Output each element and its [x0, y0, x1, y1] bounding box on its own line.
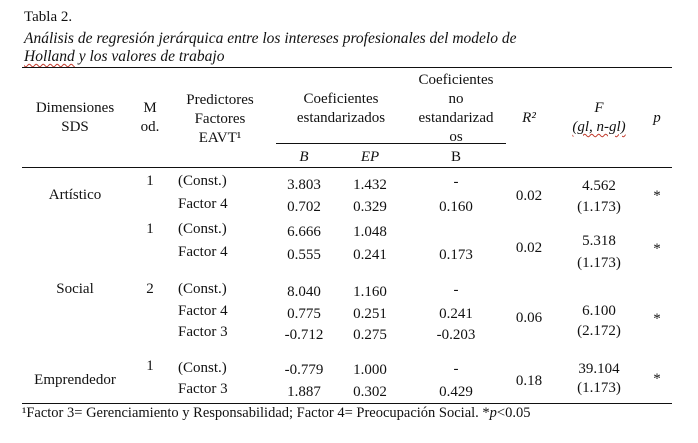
header-dimensiones: Dimensiones — [35, 100, 115, 116]
cell-b: 0.555 — [287, 247, 321, 263]
cell-f: 6.100 — [582, 303, 616, 319]
cell-p: * — [653, 241, 661, 257]
cell-pred: (Const.) — [178, 281, 227, 297]
cell-dim: Artístico — [48, 187, 102, 203]
subheader-ep: EP — [360, 149, 380, 165]
cell-f: (1.173) — [577, 255, 621, 271]
cell-ep: 0.302 — [353, 384, 387, 400]
cell-ep: 0.251 — [353, 306, 387, 322]
cell-b: 8.040 — [287, 284, 321, 300]
caption-holland: Holland — [24, 48, 75, 65]
cell-p: * — [653, 311, 661, 327]
cell-pred: Factor 4 — [178, 303, 228, 319]
header-predictores: Predictores — [186, 92, 254, 108]
cell-f: (1.173) — [577, 380, 621, 396]
cell-ep: 0.241 — [353, 247, 387, 263]
cell-p: * — [653, 188, 661, 204]
cell-mod: 1 — [146, 173, 154, 189]
cell-f: (1.173) — [577, 199, 621, 215]
header-coef-std-1: Coeficientes — [303, 91, 379, 107]
cell-pred: Factor 4 — [178, 196, 228, 212]
header-f: F — [594, 100, 604, 116]
cell-ep: 1.432 — [353, 177, 387, 193]
cell-b: -0.712 — [284, 327, 324, 343]
cell-pred: (Const.) — [178, 221, 227, 237]
footnote-threshold: <0.05 — [496, 405, 531, 421]
cell-pred: Factor 4 — [178, 244, 228, 260]
cell-mod: 1 — [146, 358, 154, 374]
top-rule — [22, 67, 672, 68]
cell-b-nonstd: 0.160 — [439, 199, 473, 215]
cell-r2: 0.02 — [515, 240, 543, 256]
subheader-b-nonstd: B — [450, 149, 461, 165]
footnote-text: ¹Factor 3= Gerenciamiento y Responsabilidad; Factor 4= Preocupación Social. * — [22, 405, 490, 421]
cell-ep: 0.329 — [353, 199, 387, 215]
table-footnote — [22, 405, 530, 422]
cell-dim: Social — [56, 281, 94, 297]
header-coef-nstd-3: estandarizad — [418, 110, 494, 126]
cell-r2: 0.18 — [515, 373, 543, 389]
cell-r2: 0.02 — [515, 188, 543, 204]
cell-r2: 0.06 — [515, 310, 543, 326]
cell-b: 6.666 — [287, 224, 321, 240]
cell-f: (2.172) — [577, 323, 621, 339]
caption-rest: y los valores de trabajo — [74, 48, 225, 65]
cell-f: 5.318 — [582, 233, 616, 249]
cell-pred: Factor 3 — [178, 381, 228, 397]
cell-p: * — [653, 371, 661, 387]
header-mod-1: M — [143, 100, 157, 116]
header-eavt: EAVT¹ — [198, 130, 242, 146]
cell-mod: 2 — [146, 281, 154, 297]
header-sds: SDS — [61, 119, 89, 135]
header-coef-nstd-1: Coeficientes — [418, 72, 494, 88]
cell-b: -0.779 — [284, 362, 324, 378]
cell-pred: (Const.) — [178, 360, 227, 376]
cell-ep: 1.000 — [353, 362, 387, 378]
header-r2: R² — [522, 110, 536, 126]
header-bottom-rule — [22, 167, 672, 168]
header-p: p — [653, 110, 661, 126]
table-caption-line2 — [24, 48, 224, 65]
cell-b-nonstd: -0.203 — [436, 327, 476, 343]
cell-pred: Factor 3 — [178, 324, 228, 340]
cell-b: 0.702 — [287, 199, 321, 215]
header-coef-nstd-2: no — [448, 91, 464, 107]
subheader-b: B — [299, 149, 309, 165]
cell-b: 3.803 — [287, 177, 321, 193]
cell-mod: 1 — [146, 221, 154, 237]
cell-pred: (Const.) — [178, 173, 227, 189]
table-caption-line1: Análisis de regresión jerárquica entre los intereses profesionales del modelo de — [24, 30, 517, 47]
header-gl-text: (gl, n-gl) — [572, 119, 626, 135]
cell-b: 1.887 — [287, 384, 321, 400]
cell-b-nonstd: - — [453, 361, 459, 377]
cell-b-nonstd: 0.173 — [439, 247, 473, 263]
cell-ep: 1.048 — [353, 224, 387, 240]
cell-b-nonstd: 0.241 — [439, 306, 473, 322]
cell-ep: 0.275 — [353, 327, 387, 343]
cell-b: 0.775 — [287, 306, 321, 322]
cell-f: 4.562 — [582, 178, 616, 194]
cell-f: 39.104 — [578, 361, 620, 377]
header-mod-2: od. — [140, 119, 160, 135]
footnote-p: p — [489, 405, 497, 421]
cell-b-nonstd: - — [453, 282, 459, 298]
header-coef-std-2: estandarizados — [296, 110, 386, 126]
bottom-rule — [22, 403, 672, 404]
table-label: Tabla 2. — [24, 9, 73, 25]
cell-dim: Emprendedor — [34, 372, 116, 388]
header-factores: Factores — [194, 111, 246, 127]
cell-b-nonstd: 0.429 — [439, 384, 473, 400]
header-coef-nstd-4: os — [449, 129, 463, 145]
header-gl — [554, 119, 644, 136]
cell-ep: 1.160 — [353, 284, 387, 300]
cell-b-nonstd: - — [453, 174, 459, 190]
